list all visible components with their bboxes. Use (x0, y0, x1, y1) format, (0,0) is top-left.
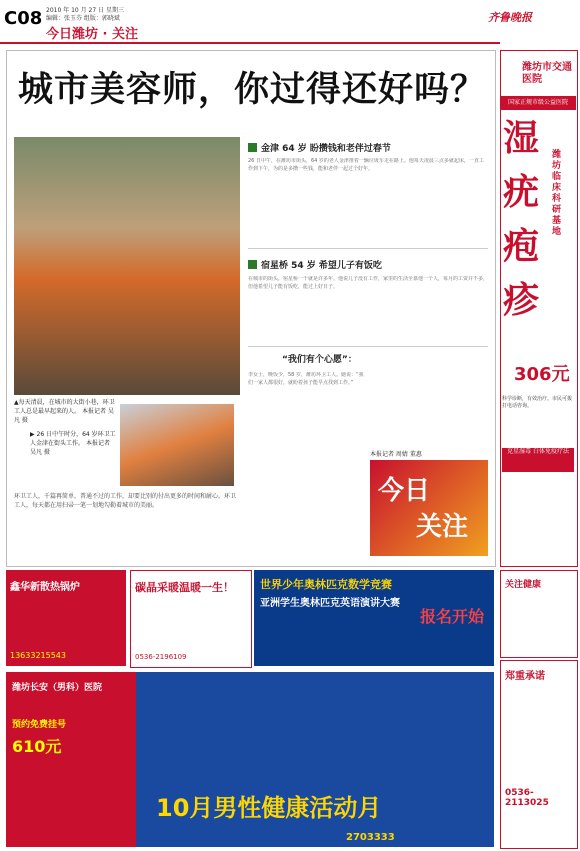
body-column-2: 在城市的街头，宿星桥一干就是许多年。他说儿子没有工作，家里的生活全靠他一个人，每月的工资并不多，但他希望儿子能有饭吃，能过上好日子。 (248, 276, 488, 290)
mens-health-banner: 10月男性健康活动月 (156, 794, 382, 822)
boiler-ad-title: 鑫华新散热锅炉 (10, 582, 80, 593)
mens-hospital-panel (6, 672, 136, 847)
olympiad-ad-slogan: 报名开始 (419, 607, 484, 626)
ad-big-title: 湿疣疱疹 (503, 118, 540, 321)
date-line: 2010 年 10 月 27 日 星期三 (46, 7, 124, 14)
commentary-label-top: 今日 (378, 476, 431, 506)
section-title: 今日潍坊 · 关注 (46, 27, 138, 42)
body-column-1: 26 日中午，在潍坊市街头，64 岁的老人金津推着一辆垃圾车走在路上。他每天凌晨三点多就起床，一直工作到下午，为的是多攒一些钱，能和老伴一起过个好年。 (248, 158, 484, 172)
mens-health-phone: 2703333 (346, 832, 395, 843)
divider (248, 248, 488, 249)
subhead-3: “我们有个心愿”： (282, 355, 357, 365)
header-rule (0, 42, 500, 44)
mens-hospital-name: 潍坊长安（男科）医院 (12, 683, 103, 693)
issue-info (46, 7, 124, 23)
body-column-3: 李女士，晚饭少，58 岁，潍坊环卫工人。她说：“我们一家人都很好，就盼着孩子能早点找到工作。” (248, 372, 364, 386)
mens-hospital-money: 610元 (12, 737, 62, 756)
boiler-ad-phone: 13633215543 (10, 651, 66, 660)
right-ad-3-phone: 0536-2113025 (505, 788, 549, 808)
paper-name: 齐鲁晚报 (488, 11, 532, 24)
hospital-tag-band (500, 96, 576, 110)
page-number: C08 (4, 8, 43, 29)
photo-street-sweepers (14, 137, 240, 395)
page-header (0, 0, 580, 44)
olympiad-ad-title: 世界少年奥林匹克数学竞赛 (260, 578, 392, 591)
right-ad-2-title: 关注健康 (505, 580, 542, 590)
commentary-badge (370, 460, 488, 556)
subhead-2: 宿星桥 54 岁 希望儿子有饭吃 (248, 258, 382, 271)
ad-small-text: 科学诊断，有效治疗。市民可拨打电话咨询。 (502, 396, 573, 409)
hospital-tag: 国家正规市级公益医院 (507, 99, 568, 106)
subhead-1: 金津 64 岁 盼攒钱和老伴过春节 (248, 141, 391, 154)
divider (248, 346, 488, 347)
mens-hospital-offer: 预约免费挂号 (12, 720, 67, 730)
ad-vertical-note: 潍坊临床科研基地 (552, 150, 562, 237)
right-ad-3-title: 郑重承诺 (505, 671, 545, 682)
photo2-caption: ▶ 26 日中午时分，64 岁环卫工人金津在街头工作。 本报记者 吴凡 摄 (30, 431, 116, 456)
right-ad-2 (500, 570, 578, 658)
photo-caption: ▲每天清晨，在城市的大街小巷，环卫工人总是最早起来的人。 本报记者 吴凡 摄 (14, 399, 115, 424)
heating-ad-title: 碳晶采暖温暖一生！ (135, 581, 234, 594)
commentary-byline: 本报记者 周婧 董惠 (370, 451, 422, 458)
article-intro: 环卫工人，千篇再简单，普通不过的工作，却要比别的付出更多的时间和耐心。环卫工人，每天都在用扫帚一笔一划地勾勒着城市的美丽。 (14, 493, 237, 509)
headline: 城市美容师，你过得还好吗？ (18, 70, 487, 110)
boiler-ad (6, 570, 126, 666)
hospital-name: 潍坊市交通医院 (522, 62, 572, 85)
ad-band: 克星湿毒 白体免疫疗法 (502, 448, 574, 472)
photo-worker-portrait (120, 404, 234, 486)
heating-ad-phone: 0536-2196109 (135, 653, 187, 661)
right-ad-3 (500, 660, 578, 849)
olympiad-ad-sub: 亚洲学生奥林匹克英语演讲大赛 (260, 598, 400, 609)
heating-ad (130, 570, 252, 668)
olympiad-ad (254, 570, 494, 666)
editor-line: 编辑：张玉芬 组版：郭晓斌 (46, 15, 120, 22)
ad-price: 306元 (514, 364, 570, 385)
commentary-label-bottom: 关注 (416, 512, 469, 542)
